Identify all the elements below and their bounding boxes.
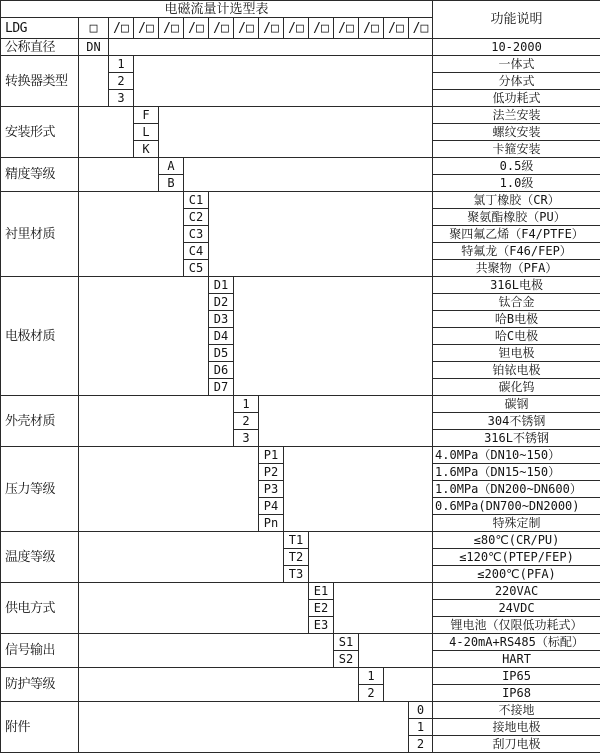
option-code: F — [134, 107, 159, 124]
option-code: D6 — [209, 362, 234, 379]
option-description: 螺纹安装 — [433, 124, 600, 141]
option-code: 1 — [359, 668, 384, 685]
option-code: 2 — [359, 685, 384, 702]
category-label: 转换器类型 — [1, 56, 79, 107]
option-code: D1 — [209, 277, 234, 294]
option-description: 接地电极 — [433, 719, 600, 736]
spacer-cell — [79, 532, 284, 583]
spacer-cell — [79, 107, 134, 158]
spacer-cell — [79, 583, 309, 634]
option-row — [1, 583, 600, 600]
option-code: C3 — [184, 226, 209, 243]
spacer-cell — [134, 56, 433, 107]
category-label: 衬里材质 — [1, 192, 79, 277]
option-description: 一体式 — [433, 56, 600, 73]
model-slash-box-placeholder: /□ — [359, 18, 384, 39]
category-label: 电极材质 — [1, 277, 79, 396]
option-code: D4 — [209, 328, 234, 345]
spacer-cell — [79, 158, 159, 192]
option-code: 2 — [234, 413, 259, 430]
model-slash-box-placeholder: /□ — [134, 18, 159, 39]
model-slash-box-placeholder: /□ — [159, 18, 184, 39]
model-slash-box-placeholder: /□ — [309, 18, 334, 39]
option-description: 哈C电极 — [433, 328, 600, 345]
category-label: 安装形式 — [1, 107, 79, 158]
option-code: P4 — [259, 498, 284, 515]
category-label: 温度等级 — [1, 532, 79, 583]
spacer-cell — [309, 532, 433, 583]
option-description: ≤120℃(PTEP/FEP) — [433, 549, 600, 566]
option-code: 2 — [409, 736, 433, 753]
option-code: D2 — [209, 294, 234, 311]
option-code: P2 — [259, 464, 284, 481]
option-description: 220VAC — [433, 583, 600, 600]
option-code: C1 — [184, 192, 209, 209]
option-code: C2 — [184, 209, 209, 226]
spacer-cell — [79, 277, 209, 396]
option-description: 24VDC — [433, 600, 600, 617]
model-slash-box-placeholder: /□ — [409, 18, 433, 39]
option-description: 不接地 — [433, 702, 600, 719]
option-row — [1, 107, 600, 124]
option-description: IP65 — [433, 668, 600, 685]
spacer-cell — [79, 702, 409, 753]
option-code: A — [159, 158, 184, 175]
option-code: T1 — [284, 532, 309, 549]
option-row — [1, 447, 600, 464]
option-description: 4.0MPa（DN10~150） — [433, 447, 600, 464]
spacer-cell — [79, 396, 234, 447]
option-code: 1 — [109, 56, 134, 73]
option-row — [1, 634, 600, 651]
option-description: 碳钢 — [433, 396, 600, 413]
option-description: 1.0MPa（DN200~DN600） — [433, 481, 600, 498]
spacer-cell — [284, 447, 433, 532]
model-slash-box-placeholder: /□ — [234, 18, 259, 39]
model-slash-box-placeholder: /□ — [109, 18, 134, 39]
spacer-cell — [159, 107, 433, 158]
option-row — [1, 158, 600, 175]
option-description: 铂铱电极 — [433, 362, 600, 379]
model-slash-box-placeholder: /□ — [259, 18, 284, 39]
option-description: 哈B电极 — [433, 311, 600, 328]
option-description: 316L电极 — [433, 277, 600, 294]
category-label: 供电方式 — [1, 583, 79, 634]
option-description: 0.6MPa(DN700~DN2000) — [433, 498, 600, 515]
option-description: ≤200℃(PFA) — [433, 566, 600, 583]
spacer-cell — [79, 447, 259, 532]
option-description: 10-2000 — [433, 39, 600, 56]
option-code: 1 — [409, 719, 433, 736]
option-code: 3 — [234, 430, 259, 447]
model-slash-box-placeholder: /□ — [209, 18, 234, 39]
option-code: 3 — [109, 90, 134, 107]
option-code: P3 — [259, 481, 284, 498]
option-description: 碳化钨 — [433, 379, 600, 396]
option-description: 聚氨酯橡胶（PU） — [433, 209, 600, 226]
category-label: 公称直径 — [1, 39, 79, 56]
spacer-cell — [359, 634, 433, 668]
option-description: 聚四氟乙烯（F4/PTFE） — [433, 226, 600, 243]
option-code: Pn — [259, 515, 284, 532]
model-box-placeholder: □ — [79, 18, 109, 39]
option-code: D3 — [209, 311, 234, 328]
option-description: HART — [433, 651, 600, 668]
option-code: S1 — [334, 634, 359, 651]
category-label: 信号输出 — [1, 634, 79, 668]
spacer-cell — [259, 396, 433, 447]
spacer-cell — [234, 277, 433, 396]
option-code: E2 — [309, 600, 334, 617]
option-code: P1 — [259, 447, 284, 464]
spacer-cell — [384, 668, 433, 702]
option-description: 钽电极 — [433, 345, 600, 362]
option-description: 304不锈钢 — [433, 413, 600, 430]
category-label: 精度等级 — [1, 158, 79, 192]
option-code: S2 — [334, 651, 359, 668]
category-label: 外壳材质 — [1, 396, 79, 447]
option-description: 氯丁橡胶（CR） — [433, 192, 600, 209]
page-title: 电磁流量计选型表 — [1, 1, 433, 18]
option-code: C5 — [184, 260, 209, 277]
option-code: T3 — [284, 566, 309, 583]
spacer-cell — [184, 158, 433, 192]
option-code: D7 — [209, 379, 234, 396]
category-label: 压力等级 — [1, 447, 79, 532]
option-description: 低功耗式 — [433, 90, 600, 107]
spacer-cell — [79, 192, 184, 277]
model-slash-box-placeholder: /□ — [184, 18, 209, 39]
option-description: 1.0级 — [433, 175, 600, 192]
option-code: D5 — [209, 345, 234, 362]
option-row — [1, 668, 600, 685]
option-description: 4-20mA+RS485（标配） — [433, 634, 600, 651]
model-slash-box-placeholder: /□ — [384, 18, 409, 39]
option-description: 共聚物（PFA） — [433, 260, 600, 277]
spacer-cell — [334, 583, 433, 634]
option-code: B — [159, 175, 184, 192]
title-row — [1, 1, 600, 18]
option-code: 0 — [409, 702, 433, 719]
option-code: C4 — [184, 243, 209, 260]
option-row — [1, 396, 600, 413]
option-description: 卡箍安装 — [433, 141, 600, 158]
option-description: 法兰安装 — [433, 107, 600, 124]
option-code: DN — [79, 39, 109, 56]
option-description: 分体式 — [433, 73, 600, 90]
spacer-cell — [109, 39, 433, 56]
category-label: 附件 — [1, 702, 79, 753]
model-slash-box-placeholder: /□ — [334, 18, 359, 39]
option-row — [1, 56, 600, 73]
option-description: 钛合金 — [433, 294, 600, 311]
model-prefix: LDG — [1, 18, 79, 39]
spacer-cell — [79, 56, 109, 107]
option-description: 1.6MPa（DN15~150） — [433, 464, 600, 481]
function-column-header: 功能说明 — [433, 1, 600, 39]
model-slash-box-placeholder: /□ — [284, 18, 309, 39]
option-code: T2 — [284, 549, 309, 566]
option-code: E3 — [309, 617, 334, 634]
option-description: 特氟龙（F46/FEP） — [433, 243, 600, 260]
option-code: 1 — [234, 396, 259, 413]
option-code: L — [134, 124, 159, 141]
option-description: 316L不锈钢 — [433, 430, 600, 447]
option-row — [1, 192, 600, 209]
spacer-cell — [209, 192, 433, 277]
option-code: K — [134, 141, 159, 158]
spacer-cell — [79, 668, 359, 702]
option-description: 0.5级 — [433, 158, 600, 175]
option-description: 刮刀电极 — [433, 736, 600, 753]
option-row — [1, 39, 600, 56]
option-code: E1 — [309, 583, 334, 600]
category-label: 防护等级 — [1, 668, 79, 702]
option-description: 特殊定制 — [433, 515, 600, 532]
option-description: IP68 — [433, 685, 600, 702]
spacer-cell — [79, 634, 334, 668]
option-row — [1, 532, 600, 549]
option-code: 2 — [109, 73, 134, 90]
option-description: ≤80℃(CR/PU) — [433, 532, 600, 549]
option-description: 锂电池（仅限低功耗式） — [433, 617, 600, 634]
option-row — [1, 277, 600, 294]
